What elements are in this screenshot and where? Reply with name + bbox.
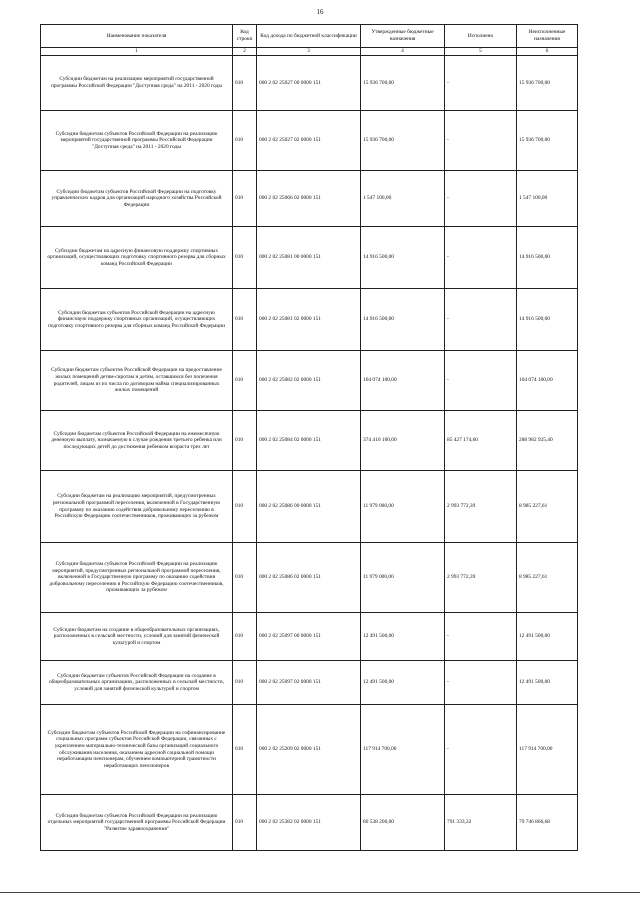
table-header-row: [41, 25, 578, 48]
row-code: 010: [233, 471, 257, 543]
executed-amount: -: [445, 171, 517, 227]
executed-amount: -: [445, 661, 517, 705]
indicator-name: Субсидии бюджетам на адресную финансовую поддержку спортивных организаций, осуществляющих подготовку спортивного резерва для сборных команд Российской Федерации: [41, 227, 233, 289]
income-code: 000 2 02 25209 02 0000 151: [257, 705, 361, 795]
executed-amount: -: [445, 56, 517, 111]
row-code: 010: [233, 227, 257, 289]
unexecuted-amount: 104 074 100,00: [517, 351, 578, 411]
table-row: [41, 351, 578, 411]
income-code: 000 2 02 25086 02 0000 151: [257, 543, 361, 613]
unexecuted-amount: 12 491 500,00: [517, 661, 578, 705]
table-row: [41, 471, 578, 543]
column-number: 6: [517, 48, 578, 56]
column-number-row: [41, 48, 578, 56]
unexecuted-amount: 1 547 100,00: [517, 171, 578, 227]
unexecuted-amount: 117 914 700,00: [517, 705, 578, 795]
approved-amount: 15 936 700,00: [361, 111, 445, 171]
row-code: 010: [233, 171, 257, 227]
approved-amount: 80 538 200,00: [361, 795, 445, 851]
approved-amount: 11 979 000,00: [361, 543, 445, 613]
income-code: 000 2 02 25082 02 0000 151: [257, 351, 361, 411]
executed-amount: 85 427 174,60: [445, 411, 517, 471]
header-income-code: Код дохода по бюджетной классификации: [257, 25, 361, 48]
approved-amount: 14 916 500,00: [361, 227, 445, 289]
row-code: 010: [233, 661, 257, 705]
approved-amount: 1 547 100,00: [361, 171, 445, 227]
header-executed: Исполнено: [445, 25, 517, 48]
approved-amount: 104 074 100,00: [361, 351, 445, 411]
indicator-name: Субсидии бюджетам субъектов Российской Федерации на реализацию отдельных мероприятий государственной программы Российской Федерации "Развитие здравоохранения": [41, 795, 233, 851]
indicator-name: Субсидии бюджетам субъектов Российской Федерации на реализацию мероприятий государственной программы Российской Федерации "Доступная среда" на 2011 - 2020 годы: [41, 111, 233, 171]
row-code: 010: [233, 705, 257, 795]
row-code: 010: [233, 111, 257, 171]
row-code: 010: [233, 795, 257, 851]
indicator-name: Субсидии бюджетам субъектов Российской Федерации на подготовку управленческих кадров для организаций народного хозяйства Российской Федерации: [41, 171, 233, 227]
row-code: 010: [233, 289, 257, 351]
executed-amount: -: [445, 705, 517, 795]
report-sheet: [40, 24, 577, 851]
income-code: 000 2 02 25086 00 0000 151: [257, 471, 361, 543]
indicator-name: Субсидии бюджетам субъектов Российской Федерации на реализацию мероприятий, предусмотренных региональной программой переселения, включенной в Государственную программу по оказанию содействия добровольному переселению в Российскую Федерацию соотечественников, проживающих за рубежом: [41, 543, 233, 613]
unexecuted-amount: 12 491 500,00: [517, 613, 578, 661]
income-code: 000 2 02 25097 00 0000 151: [257, 613, 361, 661]
approved-amount: 374 410 100,00: [361, 411, 445, 471]
page-bottom-rule: [0, 892, 640, 893]
column-number: 4: [361, 48, 445, 56]
table-row: [41, 705, 578, 795]
approved-amount: 117 914 700,00: [361, 705, 445, 795]
unexecuted-amount: 14 916 500,00: [517, 227, 578, 289]
row-code: 010: [233, 613, 257, 661]
executed-amount: -: [445, 289, 517, 351]
row-code: 010: [233, 411, 257, 471]
executed-amount: 2 993 772,39: [445, 543, 517, 613]
executed-amount: -: [445, 351, 517, 411]
table-row: [41, 171, 578, 227]
approved-amount: 12 491 500,00: [361, 661, 445, 705]
column-number: 3: [257, 48, 361, 56]
indicator-name: Субсидии бюджетам на реализацию мероприятий государственной программы Российской Федерации "Доступная среда" на 2011 - 2020 годы: [41, 56, 233, 111]
executed-amount: -: [445, 613, 517, 661]
income-code: 000 2 02 25081 02 0000 151: [257, 289, 361, 351]
header-approved: Утвержденные бюджетные назначения: [361, 25, 445, 48]
approved-amount: 14 916 500,00: [361, 289, 445, 351]
indicator-name: Субсидии бюджетам на реализацию мероприятий, предусмотренных региональной программой переселения, включенной в Государственную программу по оказанию содействия добровольному переселению в Российскую Федерацию соотечественников, проживающих за рубежом: [41, 471, 233, 543]
row-code: 010: [233, 543, 257, 613]
income-code: 000 2 02 25081 00 0000 151: [257, 227, 361, 289]
income-code: 000 2 02 25097 02 0000 151: [257, 661, 361, 705]
header-row-code: Код строки: [233, 25, 257, 48]
header-indicator-name: Наименование показателя: [41, 25, 233, 48]
row-code: 010: [233, 56, 257, 111]
table-row: [41, 613, 578, 661]
indicator-name: Субсидии бюджетам субъектов Российской Федерации на адресную финансовую поддержку спортивных организаций, осуществляющих подготовку спортивного резерва для сборных команд Российской Федерации: [41, 289, 233, 351]
table-row: [41, 795, 578, 851]
approved-amount: 11 979 000,00: [361, 471, 445, 543]
unexecuted-amount: 8 985 227,61: [517, 543, 578, 613]
income-code: 000 2 02 25066 02 0000 151: [257, 171, 361, 227]
income-code: 000 2 02 25084 02 0000 151: [257, 411, 361, 471]
unexecuted-amount: 288 982 925,40: [517, 411, 578, 471]
table-row: [41, 227, 578, 289]
income-code: 000 2 02 25027 00 0000 151: [257, 56, 361, 111]
table-row: [41, 661, 578, 705]
income-table: [40, 24, 578, 851]
row-code: 010: [233, 351, 257, 411]
page-number: 16: [316, 8, 324, 16]
header-unexecuted: Неисполненные назначения: [517, 25, 578, 48]
indicator-name: Субсидии бюджетам субъектов Российской Федерации на создание в общеобразовательных организациях, расположенных в сельской местности, условий для занятий физической культурой и спортом: [41, 661, 233, 705]
unexecuted-amount: 14 916 500,00: [517, 289, 578, 351]
column-number: 5: [445, 48, 517, 56]
table-row: [41, 289, 578, 351]
executed-amount: 791 333,32: [445, 795, 517, 851]
indicator-name: Субсидии бюджетам на создание в общеобразовательных организациях, расположенных в сельской местности, условий для занятий физической культурой и спортом: [41, 613, 233, 661]
executed-amount: 2 993 772,39: [445, 471, 517, 543]
table-row: [41, 411, 578, 471]
table-row: [41, 111, 578, 171]
approved-amount: 15 936 700,00: [361, 56, 445, 111]
table-row: [41, 56, 578, 111]
column-number: 1: [41, 48, 233, 56]
unexecuted-amount: 8 985 227,61: [517, 471, 578, 543]
executed-amount: -: [445, 111, 517, 171]
unexecuted-amount: 15 936 700,00: [517, 111, 578, 171]
approved-amount: 12 491 500,00: [361, 613, 445, 661]
unexecuted-amount: 79 746 866,68: [517, 795, 578, 851]
indicator-name: Субсидии бюджетам субъектов Российской Федерации на ежемесячную денежную выплату, назначаемую в случае рождения третьего ребенка или последующих детей до достижения ребенком возраста трех лет: [41, 411, 233, 471]
executed-amount: -: [445, 227, 517, 289]
income-code: 000 2 02 25382 02 0000 151: [257, 795, 361, 851]
column-number: 2: [233, 48, 257, 56]
indicator-name: Субсидии бюджетам субъектов Российской Федерации на предоставление жилых помещений детям-сиротам и детям, оставшимся без попечения родителей, лицам из их числа по договорам найма специализированных жилых помещений: [41, 351, 233, 411]
income-code: 000 2 02 25027 02 0000 151: [257, 111, 361, 171]
unexecuted-amount: 15 936 700,00: [517, 56, 578, 111]
table-row: [41, 543, 578, 613]
indicator-name: Субсидии бюджетам субъектов Российской Федерации на софинансирование социальных программ субъектов Российской Федерации, связанных с укреплением материально-технической базы организаций социального обслуживания населения, оказанием адресной социальной помощи неработающим пенсионерам, обучением компьютерной грамотности неработающих пенсионеров: [41, 705, 233, 795]
